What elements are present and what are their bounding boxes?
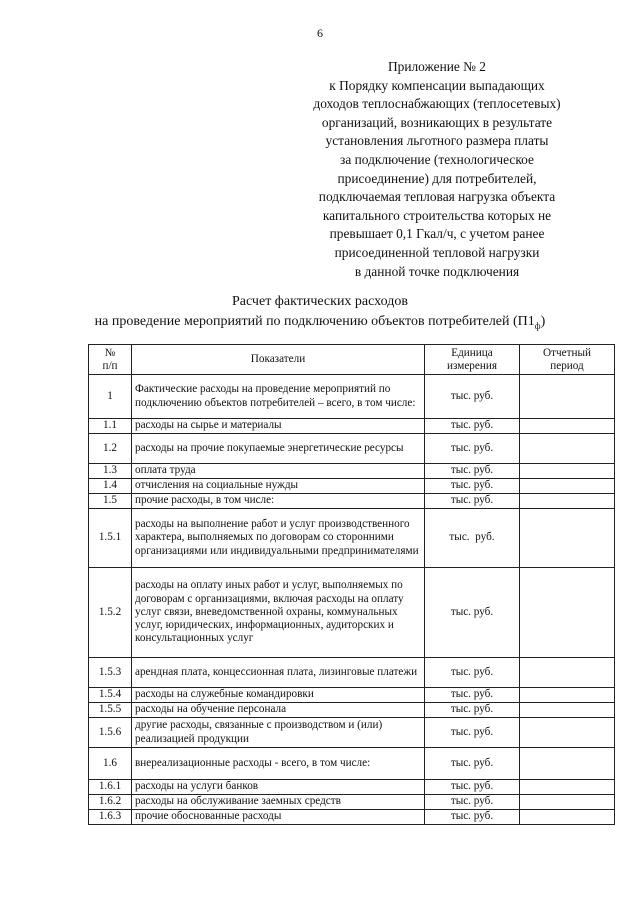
row-num: 1.1 <box>89 419 132 434</box>
row-indicator: расходы на выполнение работ и услуг производственного характера, выполняемых по договорам со сторонними организациями или индивидуальными предпринимателями <box>132 509 425 568</box>
row-unit: тыс. руб. <box>425 568 520 658</box>
row-period <box>520 688 615 703</box>
row-indicator: расходы на прочие покупаемые энергетические ресурсы <box>132 434 425 464</box>
row-period <box>520 718 615 748</box>
row-num: 1.6 <box>89 748 132 780</box>
appendix-line: организаций, возникающих в результате <box>321 114 553 130</box>
appendix-line: к Порядку компенсации выпадающих <box>329 77 545 93</box>
header-num: № п/п <box>89 345 132 375</box>
row-indicator: внереализационные расходы - всего, в том числе: <box>132 748 425 780</box>
table-row <box>89 795 615 810</box>
row-period <box>520 509 615 568</box>
row-unit: тыс. руб. <box>425 718 520 748</box>
table-row <box>89 375 615 419</box>
row-unit: тыс. руб. <box>425 810 520 825</box>
title-subscript: ф <box>534 320 541 331</box>
table-row <box>89 658 615 688</box>
appendix-line: капитального строительства которых не <box>322 207 552 223</box>
row-indicator: прочие расходы, в том числе: <box>132 494 425 509</box>
appendix-line: за подключение (технологическое <box>340 151 534 167</box>
row-indicator: расходы на обучение персонала <box>132 703 425 718</box>
appendix-line: доходов теплоснабжающих (теплосетевых) <box>313 96 561 112</box>
appendix-line: подключаемая тепловая нагрузка объекта <box>318 189 556 205</box>
title-line-2-text: на проведение мероприятий по подключению объектов потребителей (П1 <box>94 314 535 329</box>
row-num: 1.5.5 <box>89 703 132 718</box>
title-close-paren: ) <box>540 314 546 329</box>
row-unit: тыс. руб. <box>425 703 520 718</box>
table-header-row <box>89 345 615 375</box>
row-unit: тыс. руб. <box>425 795 520 810</box>
row-unit: тыс. руб. <box>425 494 520 509</box>
title-line-1: Расчет фактических расходов <box>232 294 408 309</box>
row-unit: тыс. руб. <box>425 748 520 780</box>
row-num: 1.5.6 <box>89 718 132 748</box>
row-period <box>520 780 615 795</box>
row-period <box>520 375 615 419</box>
row-period <box>520 748 615 780</box>
header-indicators: Показатели <box>132 345 425 375</box>
row-indicator: оплата труда <box>132 464 425 479</box>
row-unit: тыс. руб. <box>425 658 520 688</box>
row-unit: тыс. руб. <box>425 464 520 479</box>
row-period <box>520 479 615 494</box>
row-indicator: расходы на услуги банков <box>132 780 425 795</box>
table-row <box>89 718 615 748</box>
appendix-line: превышает 0,1 Гкал/ч, с учетом ранее <box>329 226 545 242</box>
table-row <box>89 568 615 658</box>
appendix-line: присоединенной тепловой нагрузки <box>334 244 540 260</box>
row-num: 1.5.3 <box>89 658 132 688</box>
table-row <box>89 494 615 509</box>
row-indicator: Фактические расходы на проведение мероприятий по подключению объектов потребителей – всего, в том числе: <box>132 375 425 419</box>
row-num: 1.5.1 <box>89 509 132 568</box>
row-num: 1.5.4 <box>89 688 132 703</box>
table-row <box>89 479 615 494</box>
row-period <box>520 464 615 479</box>
row-period <box>520 568 615 658</box>
row-num: 1 <box>89 375 132 419</box>
row-period <box>520 494 615 509</box>
table-row <box>89 419 615 434</box>
appendix-line: установления льготного размера платы <box>325 133 549 149</box>
row-unit: тыс. руб. <box>425 780 520 795</box>
row-num: 1.5.2 <box>89 568 132 658</box>
table-row <box>89 434 615 464</box>
header-period: Отчетный период <box>520 345 615 375</box>
row-indicator: прочие обоснованные расходы <box>132 810 425 825</box>
row-unit: тыс. руб. <box>425 434 520 464</box>
appendix-line: Приложение № 2 <box>387 59 487 74</box>
table-row <box>89 464 615 479</box>
table-row <box>89 703 615 718</box>
row-num: 1.4 <box>89 479 132 494</box>
table-row <box>89 780 615 795</box>
row-unit: тыс. руб. <box>425 419 520 434</box>
row-indicator: расходы на служебные командировки <box>132 688 425 703</box>
row-num: 1.6.3 <box>89 810 132 825</box>
table-row <box>89 509 615 568</box>
row-unit: тыс. руб. <box>425 375 520 419</box>
row-indicator: расходы на сырье и материалы <box>132 419 425 434</box>
row-num: 1.5 <box>89 494 132 509</box>
appendix-line: присоединение) для потребителей, <box>337 170 537 186</box>
row-unit: тыс. руб. <box>425 509 520 568</box>
row-period <box>520 434 615 464</box>
row-indicator: отчисления на социальные нужды <box>132 479 425 494</box>
document-title <box>0 292 640 336</box>
row-period <box>520 810 615 825</box>
header-unit: Единица измерения <box>425 345 520 375</box>
page-number: 6 <box>317 26 323 40</box>
table-row <box>89 688 615 703</box>
table-row <box>89 748 615 780</box>
table-row <box>89 810 615 825</box>
row-indicator: расходы на оплату иных работ и услуг, выполняемых по договорам с организациями, включая расходы на оплату услуг связи, вневедомственной охраны, коммунальных услуг, юридических, информационных, аудиторских и консультационных услуг <box>132 568 425 658</box>
title-line-2 <box>0 312 640 336</box>
row-unit: тыс. руб. <box>425 688 520 703</box>
row-num: 1.6.1 <box>89 780 132 795</box>
row-indicator: арендная плата, концессионная плата, лизинговые платежи <box>132 658 425 688</box>
row-period <box>520 658 615 688</box>
appendix-line: в данной точке подключения <box>354 263 520 279</box>
row-unit: тыс. руб. <box>425 479 520 494</box>
row-period <box>520 703 615 718</box>
expenses-table <box>88 344 615 825</box>
row-num: 1.6.2 <box>89 795 132 810</box>
row-indicator: другие расходы, связанные с производством и (или) реализацией продукции <box>132 718 425 748</box>
row-indicator: расходы на обслуживание заемных средств <box>132 795 425 810</box>
row-num: 1.3 <box>89 464 132 479</box>
row-num: 1.2 <box>89 434 132 464</box>
row-period <box>520 419 615 434</box>
appendix-header <box>272 58 602 281</box>
row-period <box>520 795 615 810</box>
